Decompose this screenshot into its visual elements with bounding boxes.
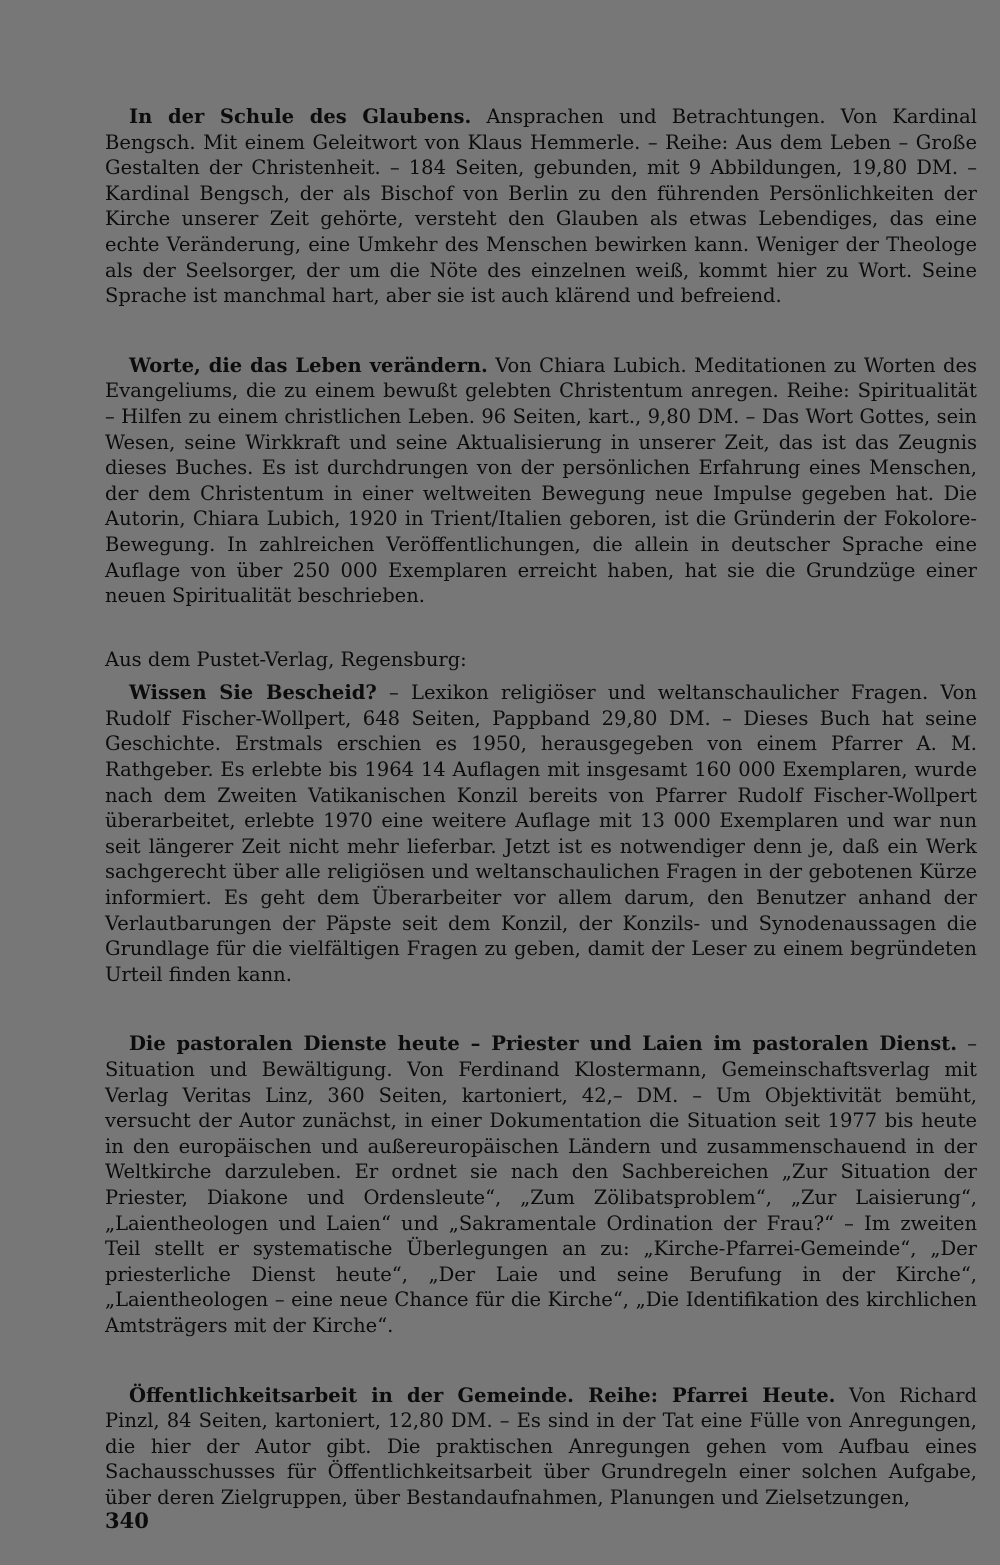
book-review-entry [105,1031,977,1338]
book-review-entry [105,104,977,309]
book-description: Von Chiara Lubich. Meditationen zu Worten des Evangeliums, die zu einem bewußt gelebten Christentum anregen. Reihe: Spiritualität – Hilfen zu einem christlichen Leben. 96 Seiten, kart., 9,80 DM. – Das Wort Gottes, sein Wesen, seine Wirkkraft und seine Aktualisierung in unserer Zeit, das ist das Zeugnis dieses Buches. Es ist durchdrungen von der persönlichen Erfahrung eines Menschen, der dem Christentum in einer weltweiten Bewegung neue Impulse gegeben hat. Die Autorin, Chiara Lubich, 1920 in Trient/Italien geboren, ist die Gründerin der Fokolore-Bewegung. In zahlreichen Veröffentlichungen, die allein in deutscher Sprache eine Auflage von über 250 000 Exemplaren erreicht haben, hat sie die Grundzüge einer neuen Spiritualität beschrieben. [105,353,977,608]
book-review-entry [105,1383,977,1511]
book-description: Von Richard Pinzl, 84 Seiten, kartoniert, 12,80 DM. – Es sind in der Tat eine Fülle von Anregungen, die hier der Autor gibt. Die praktischen Anregungen gehen vom Aufbau eines Sachausschusses für Öffentlichkeitsarbeit über Grundregeln einer solchen Aufgabe, über deren Zielgruppen, über Bestandaufnahmen, Planungen und Zielsetzungen, [105,1383,977,1509]
page-body [105,104,977,1511]
book-description: – Situation und Bewältigung. Von Ferdinand Klostermann, Gemeinschaftsverlag mit Verlag Veritas Linz, 360 Seiten, kartoniert, 42,– DM. – Um Objektivität bemüht, versucht der Autor zunächst, in einer Dokumentation die Situation seit 1977 bis heute in den europäischen und außereuropäischen Ländern und zusammenschauend in der Weltkirche darzuleben. Er ordnet sie nach den Sachbereichen „Zur Situation der Priester, Diakone und Ordensleute“, „Zum Zölibatsproblem“, „Zur Laisierung“, „Laientheologen und Laien“ und „Sakramentale Ordination der Frau?“ – Im zweiten Teil stellt er systematische Überlegungen an zu: „Kirche-Pfarrei-Gemeinde“, „Der priesterliche Dienst heute“, „Der Laie und seine Berufung in der Kirche“, „Laientheologen – eine neue Chance für die Kirche“, „Die Identifikation des kirchlichen Amtsträgers mit der Kirche“. [105,1032,978,1337]
book-description: Ansprachen und Betrachtungen. Von Kardinal Bengsch. Mit einem Geleitwort von Klaus Hemmerle. – Reihe: Aus dem Leben – Große Gestalten der Christenheit. – 184 Seiten, gebunden, mit 9 Abbildungen, 19,80 DM. – Kardinal Bengsch, der als Bischof von Berlin zu den führenden Persönlichkeiten der Kirche unserer Zeit gehörte, versteht den Glauben als etwas Lebendiges, das eine echte Veränderung, eine Umkehr des Menschen bewirken kann. Weniger der Theologe als der Seelsorger, der um die Nöte des einzelnen weiß, kommt hier zu Wort. Seine Sprache ist manchmal hart, aber sie ist auch klärend und befreiend. [105,105,977,308]
book-review-entry [105,680,977,987]
book-title: Wissen Sie Bescheid? [129,681,377,705]
publisher-section-label: Aus dem Pustet-Verlag, Regensburg: [105,647,467,671]
book-title: In der Schule des Glaubens. [129,105,472,128]
book-title: Worte, die das Leben verändern. [129,353,488,377]
book-review-entry [105,353,977,609]
book-title: Die pastoralen Dienste heute – Priester und Laien im pastoralen Dienst. [129,1032,958,1056]
page-number: 340 [105,1508,149,1533]
book-title: Öffentlichkeitsarbeit in der Gemeinde. Reihe: Pfarrei Heute. [129,1383,836,1407]
book-description: – Lexikon religiöser und weltanschaulicher Fragen. Von Rudolf Fischer-Wollpert, 648 Seiten, Pappband 29,80 DM. – Dieses Buch hat seine Geschichte. Erstmals erschien es 1950, herausgegeben von einem Pfarrer A. M. Rathgeber. Es erlebte bis 1964 14 Auflagen mit insgesamt 160 000 Exemplaren, wurde nach dem Zweiten Vatikanischen Konzil bereits von Pfarrer Rudolf Fischer-Wollpert überarbeitet, erlebte 1970 eine weitere Auflage mit 13 000 Exemplaren und war nun seit längerer Zeit nicht mehr lieferbar. Jetzt ist es notwendiger denn je, daß ein Werk sachgerecht über alle religiösen und weltanschaulichen Fragen in der gebotenen Kürze informiert. Es geht dem Überarbeiter vor allem darum, den Benutzer anhand der Verlautbarungen der Päpste seit dem Konzil, der Konzils- und Synodenaussagen die Grundlage für die vielfältigen Fragen zu geben, damit der Leser zu einem begründeten Urteil finden kann. [105,681,977,986]
